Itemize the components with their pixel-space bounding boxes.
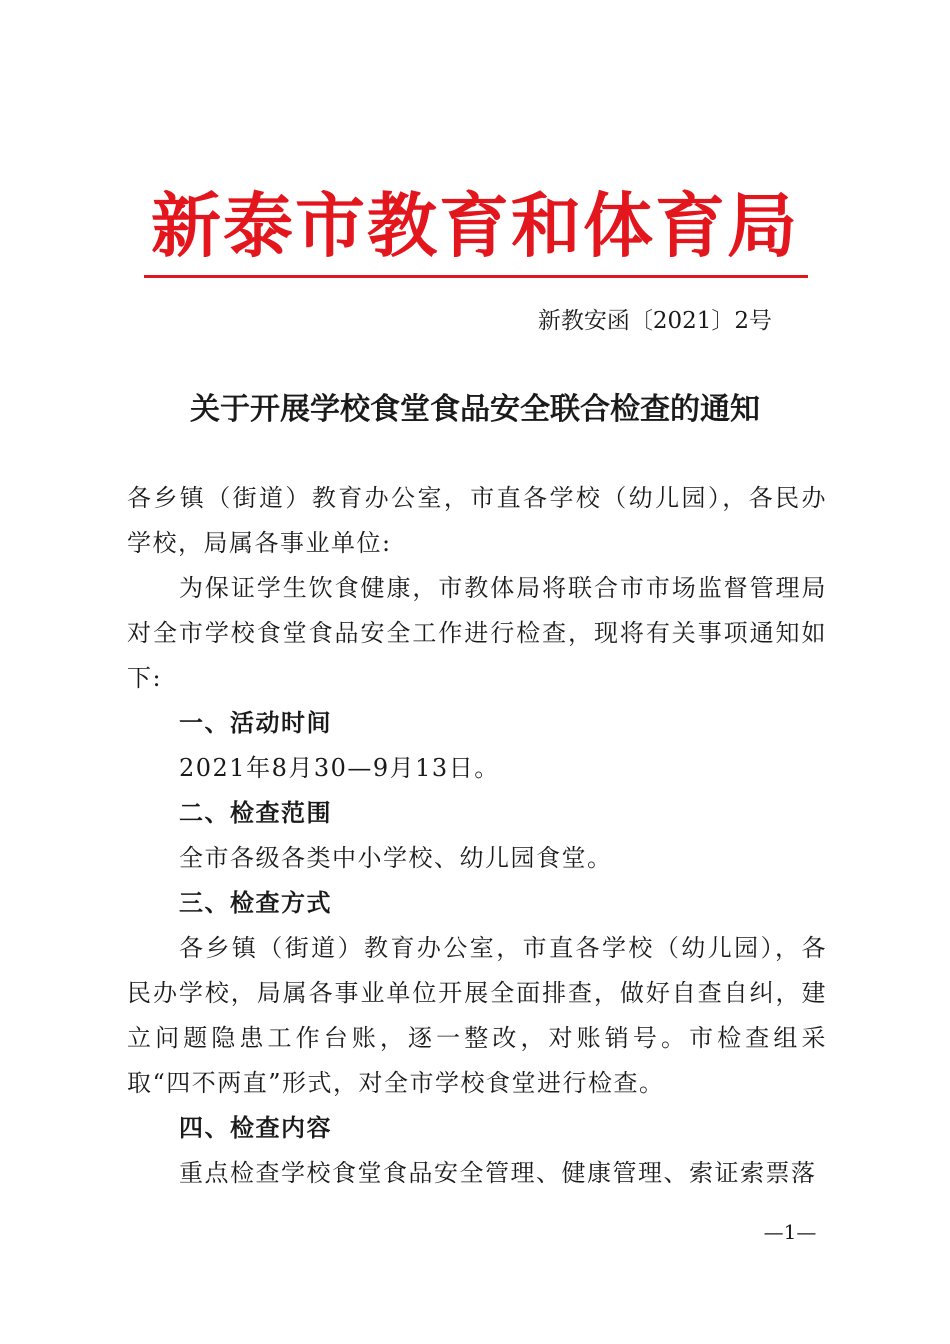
- intro-paragraph: 为保证学生饮食健康，市教体局将联合市市场监督管理局对全市学校食堂食品安全工作进行检查，现将有关事项通知如下:: [127, 574, 827, 692]
- document-title: 关于开展学校食堂食品安全联合检查的通知: [190, 392, 760, 427]
- section-content-time: 2021年8月30—9月13日。: [179, 754, 500, 782]
- addressee: 各乡镇（街道）教育办公室，市直各学校（幼儿园），各民办学校，局属各事业单位:: [127, 484, 827, 557]
- header-red-rule: [144, 275, 808, 278]
- section-content-scope: 全市各级各类中小学校、幼儿园食堂。: [179, 844, 613, 872]
- document-body: [127, 476, 827, 1196]
- section-heading-content: 四、检查内容: [179, 1114, 332, 1142]
- organization-header: 新泰市教育和体育局: [151, 184, 799, 267]
- section-heading-method: 三、检查方式: [179, 889, 332, 917]
- document-number: 新教安函〔2021〕2号: [537, 308, 772, 334]
- section-content-content: 重点检查学校食堂食品安全管理、健康管理、索证索票落: [179, 1159, 817, 1187]
- section-heading-time: 一、活动时间: [179, 709, 332, 737]
- section-heading-scope: 二、检查范围: [179, 799, 332, 827]
- section-content-method: 各乡镇（街道）教育办公室，市直各学校（幼儿园），各民办学校，局属各事业单位开展全面排查，做好自查自纠，建立问题隐患工作台账，逐一整改，对账销号。市检查组采取“四不两直”形式，对全市学校食堂进行检查。: [127, 934, 827, 1097]
- page-number: —1—: [763, 1220, 817, 1244]
